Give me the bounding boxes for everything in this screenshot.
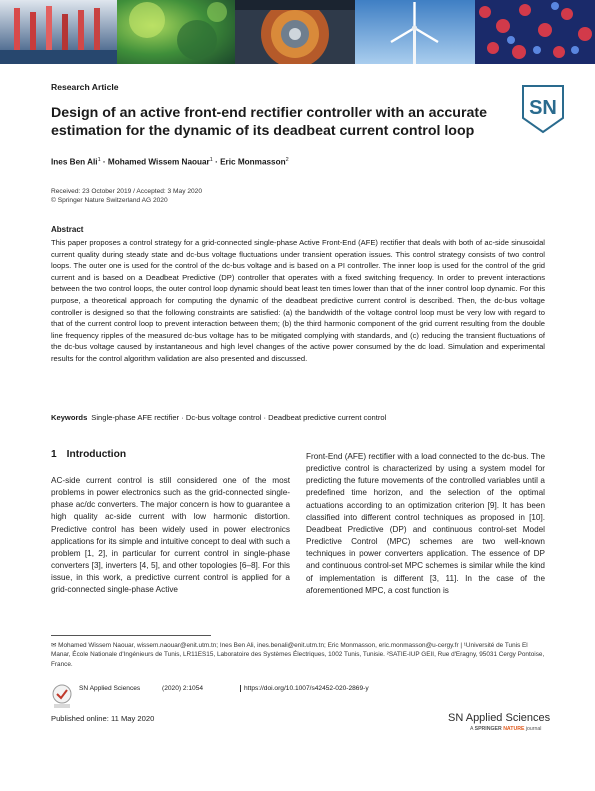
banner-image-molecules: [475, 0, 595, 64]
page-footer: [51, 684, 546, 714]
keywords-label: Keywords: [51, 413, 88, 422]
body-column-right: Front-End (AFE) rectifier with a load connected to the dc-bus. The predictive control is characterized by using a system model for predicting the future movements of the controlled variables until a predefined time horizon, and the selection of the optimal actuations according to an optimization criterion [9]. It has been classified into different control techniques as proposed in [10]. Deadbeat Predictive (DP) and continuous control-set Model Predictive Control (MPC) schemes are two well-known techniques in power converters application. The essence of DP and continuous control-set MPC schemes is similar while the kind of implementation is different [3, 11]. In the case of the aforementioned MPC, a cost function is: [306, 452, 545, 595]
footer-volume: (2020) 2:1054: [162, 685, 204, 692]
abstract-text: This paper proposes a control strategy for a grid-connected single-phase Active Front-End (AFE) rectifier that deals with both of ac-side sinusoidal current quality during steady state and dc-bus voltage fluctuations under transient operation issues. This control strategy consists of two control loops. The outer one is used for the control of the dc-bus voltage and is based on a PI controller. The inner loop is used for the control of the grid current and is based on a Deadbeat Predictive (DP) controller that operates with a fixed switching frequency. In order to prevent interactions between the two control loops, the outer control loop dynamic should beat least ten times lower than that of the inner control loop dynamic. For this purpose, a theoretical approach for computing the dynamic of the deadbeat predictive current control is described. Then, the dc-bus voltage controller is designed so that the following constraints are satisfied: (a) the bandwidth of the voltage control loop must be very low with regard to that of the current control loop to prevent interaction between them; (b) the third harmonic component of the grid current resulting from the double line frequency ripples of the measured dc-bus voltage has to be mitigated complying with standards, and (c) reducing the transient fluctuations of the dc-bus voltage caused by instantaneous and high level changes of the active power consumed by the dc load. Simulation and experimental results for the control algorithm validation are also presented and discussed.: [51, 238, 545, 363]
section-number: 1: [51, 449, 57, 460]
received-accepted: Received: 23 October 2019 / Accepted: 3 May 2020: [51, 188, 203, 195]
author-affiliation: 1: [97, 157, 101, 163]
author-separator: ·: [100, 157, 108, 167]
journal-brand: SN Applied Sciences: [448, 712, 551, 724]
author-affiliation: 2: [285, 157, 289, 163]
article-dates: [51, 187, 202, 206]
copyright: © Springer Nature Switzerland AG 2020: [51, 197, 168, 205]
banner-image-green: [117, 0, 235, 64]
banner-image-wind-turbine: [355, 0, 475, 64]
abstract-heading: Abstract: [51, 225, 84, 234]
publisher-springer: SPRINGER: [474, 726, 502, 732]
publisher-prefix: A: [470, 726, 475, 732]
check-for-updates-icon[interactable]: [51, 684, 73, 710]
publisher-suffix: journal: [524, 726, 542, 732]
header-banner: [0, 0, 595, 64]
footnote: ✉ Mohamed Wissem Naouar, wissem.naouar@enit.utm.tn; Ines Ben Ali, ines.benali@enit.utm.tn; Eric Monmasson, eric.monmasson@u-cergy.fr | ¹Université de Tunis El Manar, École Nationale d'Ingénieurs de Tunis, LR11ES15, Laboratoire des Systèmes Électriques, 1002 Tunis, Tunisie. ²SATIE-IUP GEII, Rue d'Eragny, 95031 Cergy Pontoise, France.: [51, 642, 545, 668]
footnote-rule: [51, 635, 211, 636]
article-title: Design of an active front-end rectifier controller with an accurate estimation for the dynamic of its deadbeat current control loop: [51, 105, 487, 139]
author-separator: ·: [212, 157, 221, 167]
author-name: Ines Ben Ali: [51, 157, 98, 167]
body-column-left: AC-side current control is still considered one of the most problems in power electronics such as the grid-connected single-phase ac/dc converters. The major concern is how to guarantee a high quality ac-side current with low harmonic distortion. Predictive control has been widely used in power electronics applications for its simple and intuitive concept to deal with such a problem [1, 2], in particular for current control in single-phase converters [3], inverters [4, 5], and other topologies [6–8]. For this issue, in this work, a predictive current control is applied for a grid-connected single-phase Active: [51, 476, 290, 595]
footer-journal: SN Applied Sciences: [79, 685, 141, 692]
banner-image-machine: [235, 0, 355, 64]
author-name: Mohamed Wissem Naouar: [107, 157, 210, 167]
published-date: Published online: 11 May 2020: [51, 714, 155, 723]
keywords: [51, 413, 386, 422]
svg-text:SN: SN: [529, 97, 557, 119]
section-heading: [51, 449, 126, 460]
author-affiliation: 1: [209, 157, 213, 163]
publisher-nature: NATURE: [503, 726, 525, 732]
publisher-line: [470, 726, 541, 732]
keywords-list: Single-phase AFE rectifier · Dc-bus voltage control · Deadbeat predictive current control: [91, 413, 387, 422]
section-title: Introduction: [66, 449, 127, 460]
sn-logo: [521, 84, 565, 134]
doi-link[interactable]: https://doi.org/10.1007/s42452-020-2869-y: [240, 685, 369, 692]
banner-image-lab: [0, 0, 117, 64]
article-type: Research Article: [51, 82, 119, 92]
author-list: [51, 157, 289, 167]
author-name: Eric Monmasson: [220, 157, 286, 167]
